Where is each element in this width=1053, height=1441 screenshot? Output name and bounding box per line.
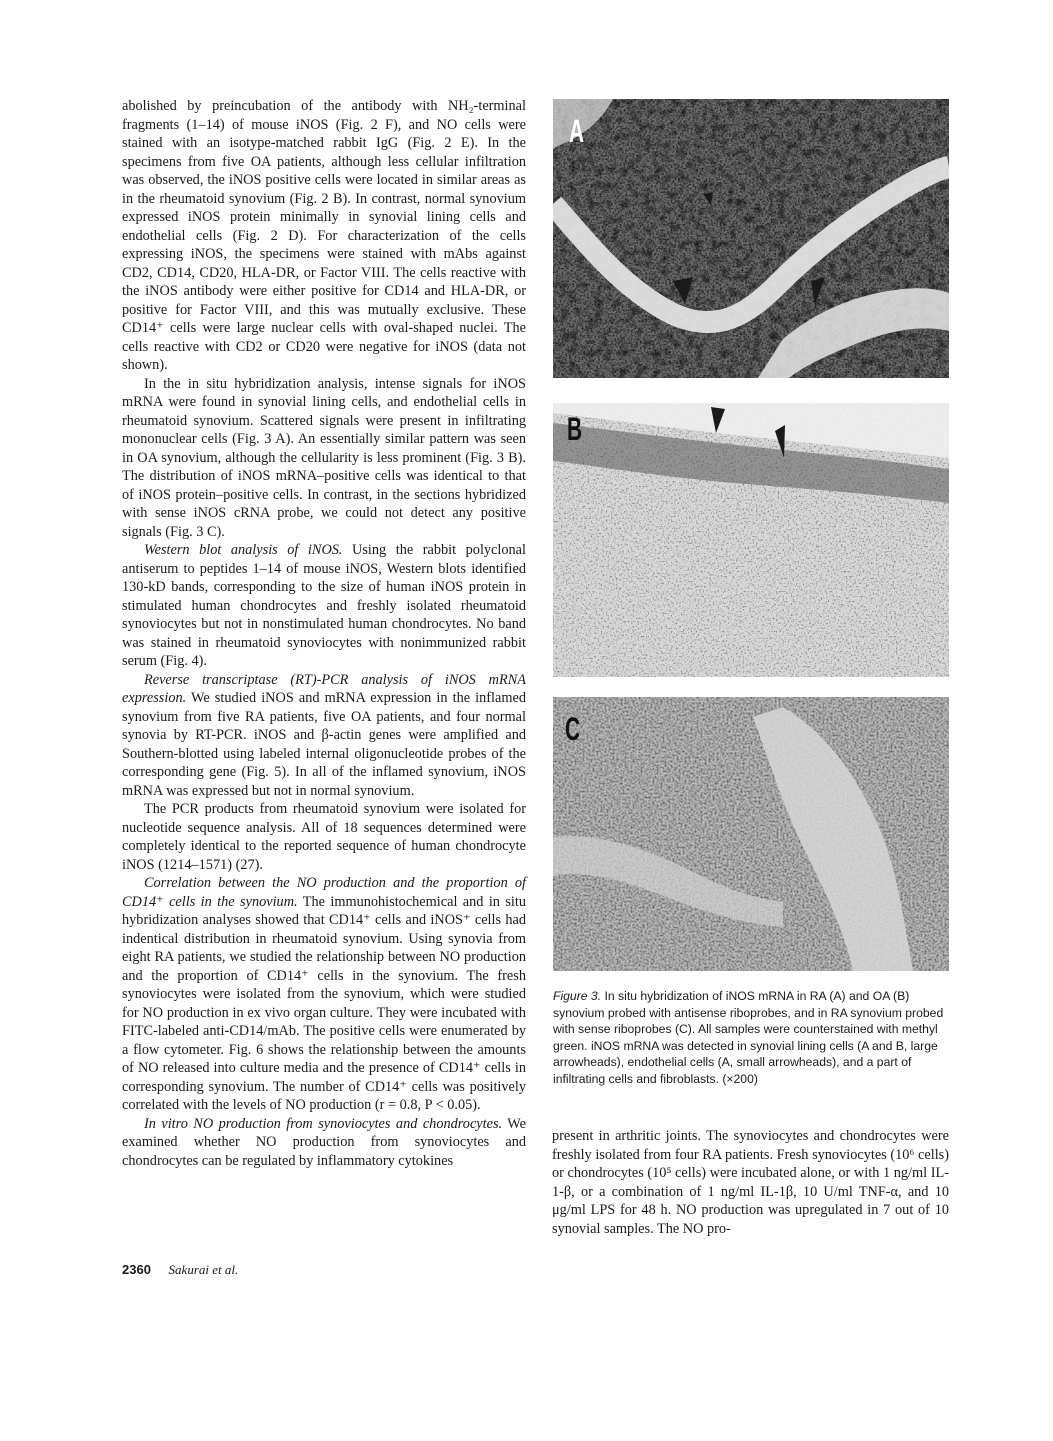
- paragraph: The PCR products from rheumatoid synovium were isolated for nucleotide sequence analysis. All of 18 sequences determined were completely identical to the reported sequence of human chondrocyte iNOS (1214–1571) (27).: [122, 801, 526, 873]
- paragraph: abolished by preincubation of the antibody with NH₂-terminal fragments (1–14) of mouse iNOS (Fig. 2 F), and NO cells were stained with an isotype-matched rabbit IgG (Fig. 2 E). In the specimens from five OA patients, although less cellular infiltration was observed, the iNOS positive cells were located in similar areas as in the rheumatoid synovium (Fig. 2 B). In contrast, normal synovium expressed iNOS protein minimally in synovial lining cells and endothelial cells (Fig. 2 D). For characterization of the cells expressing iNOS, the specimens were stained with mAbs against CD2, CD14, CD20, HLA-DR, or Factor VIII. The cells reactive with the iNOS antibody were either positive for CD14 and HLA-DR, or positive for Factor VIII, and this was mutually exclusive. These CD14⁺ cells were large nuclear cells with oval-shaped nuclei. The cells reactive with CD2 or CD20 were negative for iNOS (data not shown).: [122, 98, 526, 373]
- panel-label-a: A: [569, 113, 585, 149]
- paragraph: In vitro NO production from synoviocytes and chondrocytes. We examined whether NO production from synoviocytes and chondrocytes can be regulated by inflammatory cytokines: [122, 1115, 526, 1169]
- figure-panel-c: [553, 697, 949, 971]
- run-in-heading: Reverse transcriptase (RT)-PCR analysis of iNOS mRNA expression.: [122, 671, 526, 706]
- left-text-column: [122, 97, 526, 1170]
- caption-text: In situ hybridization of iNOS mRNA in RA (A) and OA (B) synovium probed with antisense riboprobes, and in RA synovium probed with sense riboprobes (C). All samples were counterstained with methyl green. iNOS mRNA was detected in synovial lining cells (A and B, large arrowheads), endothelial cells (A, small arrowheads), and a part of infiltrating cells and fibroblasts. (×200): [553, 989, 944, 1086]
- figure-panel-a: [553, 99, 949, 378]
- paragraph: Reverse transcriptase (RT)-PCR analysis of iNOS mRNA expression. We studied iNOS and mRNA expression in the inflamed synovium from five RA patients, five OA patients, and four normal synovia by RT-PCR. iNOS and β-actin genes were amplified and Southern-blotted using labeled internal oligonucleotide probes of the corresponding gene (Fig. 5). In all of the inflamed synovium, iNOS mRNA was expressed but not in normal synovium.: [122, 671, 526, 799]
- paragraph: Correlation between the NO production and the proportion of CD14⁺ cells in the synovium. The immunohistochemical and in situ hybridization analyses showed that CD14⁺ cells and iNOS⁺ cells had indentical distribution in rheumatoid synovium. Using synovia from eight RA patients, we studied the relationship between NO production and the proportion of CD14⁺ cells in the synovium. The fresh synoviocytes were isolated from the synovium, which were studied for NO production in ex vivo organ culture. They were incubated with FITC-labeled anti-CD14/mAb. The positive cells were enumerated by a flow cytometer. Fig. 6 shows the relationship between the amounts of NO released into culture media and the presence of CD14⁺ cells in corresponding synovium. The number of CD14⁺ cells was positively correlated with the levels of NO production (r = 0.8, P < 0.05).: [122, 875, 526, 1113]
- micrograph-c-image: [553, 697, 949, 971]
- figure-caption: [553, 988, 949, 1088]
- paragraph: Western blot analysis of iNOS. Using the rabbit polyclonal antiserum to peptides 1–14 of mouse iNOS, Western blots identified 130-kD bands, corresponding to the size of human iNOS protein in stimulated human chondrocytes and freshly isolated rheumatoid synoviocytes but not in nonstimulated human chondrocytes. No band was stained in rheumatoid synoviocytes with nonimmunized rabbit serum (Fig. 4).: [122, 542, 526, 669]
- run-in-heading: Correlation between the NO production and the proportion of CD14⁺ cells in the synovium.: [122, 875, 526, 910]
- paragraph: In the in situ hybridization analysis, intense signals for iNOS mRNA were found in synovial lining cells, and endothelial cells in rheumatoid synovium. Scattered signals were present in infiltrating mononuclear cells (Fig. 3 A). An essentially similar pattern was seen in OA synovium, although the cellularity is less prominent (Fig. 3 B). The distribution of iNOS mRNA–positive cells was identical to that of iNOS protein–positive cells. In contrast, in the sections hybridized with sense iNOS cRNA probe, we could not detect any positive signals (Fig. 3 C).: [122, 375, 526, 540]
- page-number: 2360: [122, 1262, 151, 1277]
- panel-label-b: B: [567, 411, 583, 447]
- page-footer: [122, 1262, 238, 1278]
- run-in-heading: In vitro NO production from synoviocytes and chondrocytes.: [144, 1115, 503, 1132]
- running-author: Sakurai et al.: [168, 1262, 239, 1277]
- run-in-heading: Western blot analysis of iNOS.: [144, 542, 343, 558]
- paragraph: present in arthritic joints. The synoviocytes and chondrocytes were freshly isolated from four RA patients. Fresh synoviocytes (10⁶ cells) or chondrocytes (10⁵ cells) were incubated alone, or with 1 ng/ml IL-1-β, or a combination of 1 ng/ml IL-1β, 10 U/ml TNF-α, and 10 μg/ml LPS for 48 h. NO production was upregulated in 7 out of 10 synovial samples. The NO pro-: [552, 1128, 949, 1237]
- micrograph-b-image: [553, 403, 949, 677]
- micrograph-a-image: [553, 99, 949, 378]
- caption-label: Figure 3.: [553, 989, 602, 1003]
- panel-label-c: C: [565, 711, 581, 747]
- right-text-column: [552, 1127, 949, 1238]
- figure-panel-b: [553, 403, 949, 677]
